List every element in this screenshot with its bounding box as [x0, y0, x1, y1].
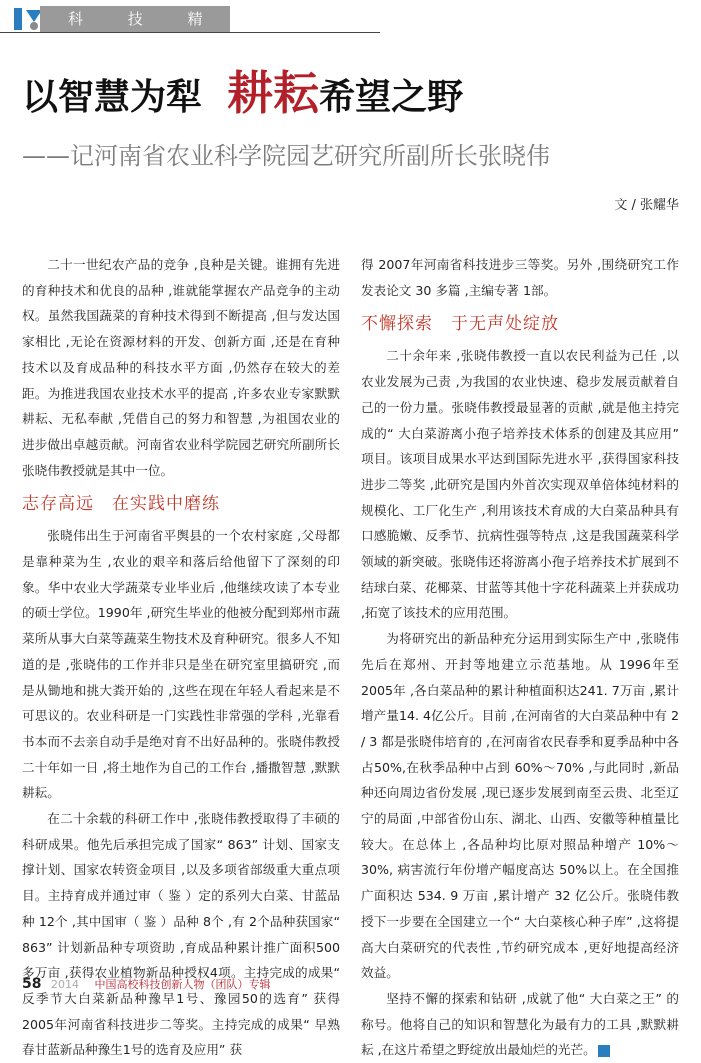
footer-year: 2014: [50, 978, 79, 991]
right-column: [361, 252, 679, 1063]
paragraph-text: 坚持不懈的探索和钻研 ,成就了他“ 大白菜之王” 的称号。他将自己的知识和智慧化为最有力的工具 ,默默耕耘 ,在这片希望之野绽放出最灿烂的光芒。: [361, 990, 679, 1058]
left-column: [22, 252, 340, 1063]
page-header: [0, 0, 701, 54]
paragraph-final: [361, 986, 679, 1063]
article-subtitle: ——记河南省农业科学院园艺研究所副所长张晓伟: [22, 142, 550, 170]
article-title: [22, 68, 463, 123]
title-highlight: 耕耘: [227, 66, 320, 120]
paragraph: 二十一世纪农产品的竞争 ,良种是关键。谁拥有先进的育种技术和优良的品种 ,谁就能掌握农产品竞争的主动权。虽然我国蔬菜的育种技术得到不断提高 ,但与发达国家相比 ,无论在资源材料的开发、创新方面 ,还是在育种技术以及育成品种的科技水平方面 ,仍然存在较大的差距。为推进我国农业技术水平的提高 ,许多农业专家默默耕耘、无私奉献 ,凭借自己的努力和智慧 ,为祖国农业的进步做出卓越贡献。河南省农业科学院园艺研究所副所长张晓伟教授就是其中一位。: [22, 257, 340, 478]
paragraph: 在二十余载的科研工作中 ,张晓伟教授取得了丰硕的科研成果。他先后承担完成了国家“ 863” 计划、国家支撑计划、国家农转资金项目 ,以及多项省部级重大重点项目。主持育成并通过审（ 鉴 ）定的系列大白菜、甘蓝品种 12个 ,其中国审（ 鉴 ）品种 8个 ,有 2个品种获国家“ 863” 计划新品种专项资助 ,育成品种累计推广面积500多万亩 ,获得农业植物新品种授权4项。主持完成的成果“ 反季节大白菜新品种豫早1号、豫园50的选育” 获得2005年河南省科技进步二等奖。主持完成的成果“ 早熟春甘蓝新品种豫生1号的选育及应用” 获: [22, 811, 340, 1058]
author-byline: 文 / 张耀华: [614, 198, 679, 213]
title-part1: 以智慧为犁: [22, 77, 203, 118]
title-part2: 希望之野: [319, 77, 464, 118]
end-mark-icon: [598, 1045, 610, 1057]
section-heading: 不懈探索 于无声处绽放: [361, 314, 559, 335]
page-number: 58: [22, 976, 42, 992]
section-tab: 科 技 精 英: [40, 6, 230, 32]
paragraph: 二十余年来 ,张晓伟教授一直以农民利益为己任 ,以农业发展为己责 ,为我国的农业快速、稳步发展贡献着自己的一份力量。张晓伟教授最显著的贡献 ,就是他主持完成的“ 大白菜游离小孢子培养技术体系的创建及其应用” 项目。该项目成果水平达到国际先进水平 ,获得国家科技进步二等奖 ,此研究是国内外首次实现双单倍体纯材料的规模化、工厂化生产 ,利用该技术育成的大白菜品种具有口感脆嫩、反季节、抗病性强等特点 ,这是我国蔬菜科学领域的新突破。张晓伟还将游离小孢子培养技术扩展到不结球白菜、花椰菜、甘蓝等其他十字花科蔬菜上并获成功 ,拓宽了该技术的应用范围。: [361, 348, 679, 621]
section-heading: 志存高远 在实践中磨练: [22, 494, 220, 515]
paragraph: 得 2007年河南省科技进步三等奖。另外 ,围绕研究工作发表论文 30 多篇 ,主编专著 1部。: [361, 257, 679, 298]
header-rule: [0, 32, 380, 33]
publication-name: 中国高校科技创新人物（团队）专辑: [94, 978, 271, 991]
paragraph: 张晓伟出生于河南省平舆县的一个农村家庭 ,父母都是靠种菜为生 ,农业的艰辛和落后给他留下了深刻的印象。华中农业大学蔬菜专业毕业后 ,他继续攻读了本专业的硕士学位。1990年 ,研究生毕业的他被分配到郑州市蔬菜所从事大白菜等蔬菜生物技术及育种研究。很多人不知道的是 ,张晓伟的工作并非只是坐在研究室里搞研究 ,而是从锄地和挑大粪开始的 ,这些在现在年轻人看起来是不可思议的。农业科研是一门实践性非常强的学科 ,光靠看书本而不去亲自动手是绝对育不出好品种的。张晓伟教授二十年如一日 ,将土地作为自己的工作台 ,播撒智慧 ,默默耕耘。: [22, 528, 340, 801]
page-footer: [22, 976, 682, 994]
paragraph: 为将研究出的新品种充分运用到实际生产中 ,张晓伟先后在郑州、开封等地建立示范基地。从 1996年至 2005年 ,各白菜品种的累计种植面积达241. 7万亩 ,累计增产量14. 4亿公斤。目前 ,在河南省的大白菜品种中有 2 / 3 都是张晓伟培育的 ,在河南省农民春季和夏季品种中各占50%,在秋季品种中占到 60%～70% ,与此同时 ,新品种还向周边省份发展 ,现已逐步发展到南至云贵、北至辽宁的局面 ,中部省份山东、湖北、山西、安徽等种植量比较大。在总体上 ,各品种均比原对照品种增产 10%～30%, 病害流行年份增产幅度高达 50%以上。在全国推广面积达 534. 9 万亩 ,累计增产 32 亿公斤。张晓伟教授下一步要在全国建立一个“ 大白菜核心种子库” ,这将提高大白菜研究的代表性 ,节约研究成本 ,更好地提高经济效益。: [361, 631, 679, 981]
